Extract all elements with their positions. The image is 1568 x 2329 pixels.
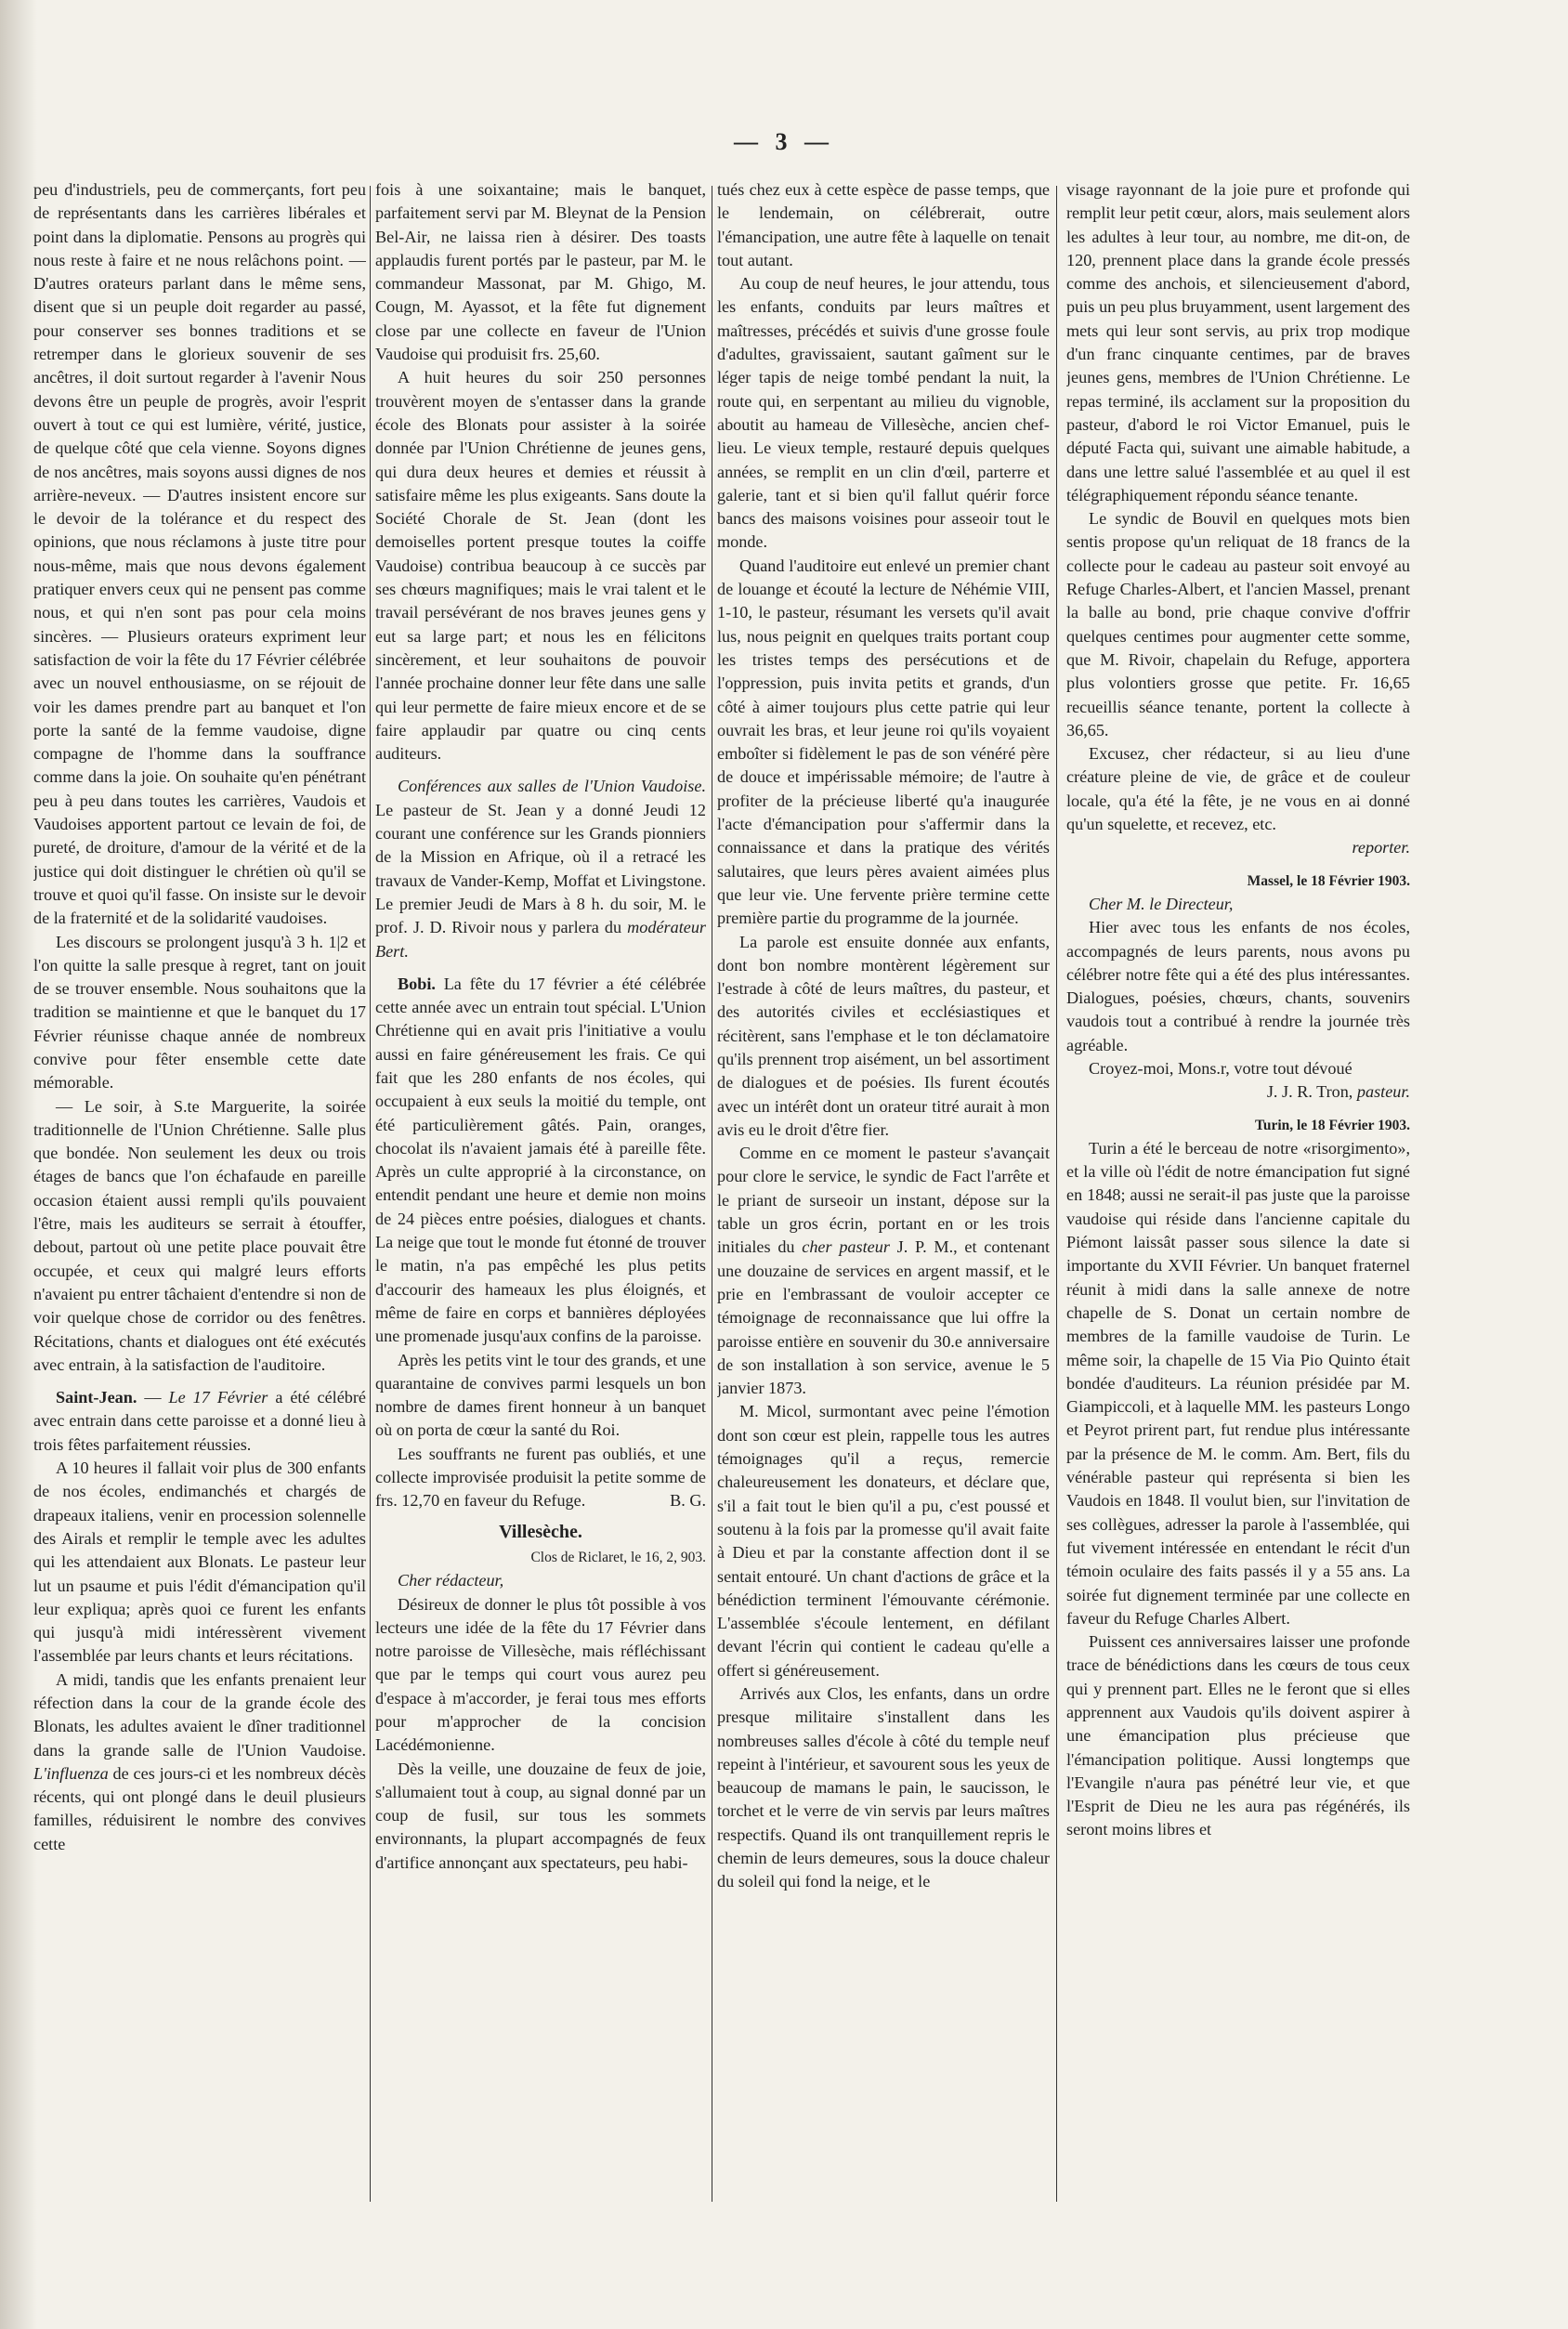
paragraph: Le syndic de Bouvil en quelques mots bien sentis propose qu'un reliquat de 18 francs de la collecte pour le cadeau au pasteur soit envoyé au Refuge Charles-Albert, et l'ancien Massel, prenant la balle au bond, prie chaque convive d'offrir quelques centimes pour augmenter cette somme, que M. Rivoir, chapelain du Refuge, apportera plus volontiers grosse que petite. Fr. 16,65 recueillis séance tenante, portent la collecte à 36,65. [1066,509,1410,739]
paragraph: fois à une soixantaine; mais le banquet, parfaitement servi par M. Bleynat de la Pension Bel-Air, ne laissa rien à désirer. Des toasts applaudis furent portés par le pasteur, par M. le commandeur Massonat, par M. Ghigo, M. Cougn, M. Ayassot, et la fête fut dignement close par une collecte en faveur de l'Union Vaudoise qui produisit frs. 25,60. [375,180,706,364]
paragraph: visage rayonnant de la joie pure et profonde qui remplit leur petit cœur, alors, mais seulement alors les adultes à leur tour, au nombre, me dit-on, de 120, prennent place dans la grande école pressés comme des anchois, et silencieusement d'abord, puis un peu plus bruyamment, usent largement des mets qui leur sont servis, au prix trop modique d'un franc cinquante centimes, par de braves jeunes gens, membres de l'Union Chrétienne. Le repas terminé, ils acclament sur la proposition du pasteur, d'abord le roi Victor Emanuel, puis le député Facta qui, suivant une aimable habitude, a dans une lettre salué l'assemblée et au quel il est télégraphiquement répondu séance tenante. [1066,180,1410,504]
paragraph: Quand l'auditoire eut enlevé un premier chant de louange et écouté la lecture de Néhémie VIII, 1-10, le pasteur, résumant les versets qu'il avait lus, nous peignit en quelques traits portant coup les tristes temps des persécutions et de l'oppression, puis invita petits et grands, d'un côté à aimer toujours plus cette patrie qui leur ouvrait les bras, et leur jeune roi qu'ils voyaient emboîter si fidèlement le pas de son vénéré père de douce et impérissable mémoire; de l'autre à profiter de la précieuse liberté qu'a inaugurée l'acte d'émancipation pour s'affermir dans la connaissance et dans la pratique des vérités salutaires, que leurs pères avaient aimées plus que leur vie. Une fervente prière termine cette première partie du programme de la journée. [717,556,1050,928]
paragraph: tués chez eux à cette espèce de passe temps, que le lendemain, on célébrerait, outre l'émancipation, une autre fête à laquelle on tenait tout autant. [717,180,1050,269]
paragraph: Les discours se prolongent jusqu'à 3 h. 1|2 et l'on quitte la salle presque à regret, tant on jouit de se trouver ensemble. Nous souhaitons que la tradition se maintienne et que le banquet du 17 Février réunisse chaque année de nombreux convive pour fêter ensemble cette date mémorable. [33,932,366,1093]
salutation: Cher M. le Directeur, [1089,894,1234,913]
bobi-paragraph: Bobi. La fête du 17 février a été célébrée cette année avec un entrain tout spécial. L'Union Chrétienne qui en avait pris l'initiative a voulu aussi en faire généreusement les frais. Ce qui fait que les 280 enfants de nos écoles, qui occupaient à eux seuls la moitié du temple, ont été particulièrement gâtés. Pain, oranges, chocolat ils n'avaient jamais été à pareille fête. Après un culte approprié à la circonstance, on entendit pendant une heure et demie non moins de 24 pièces entre poésies, dialogues et chants. La neige que tout le monde fut étonné de trouver le matin, n'a pas empêché les plus petits d'accourir des hameaux les plus éloignés, et même de faire en corps et bannières déployées une promenade jusqu'aux confins de la paroisse. [375,974,706,1346]
paragraph: A huit heures du soir 250 personnes trouvèrent moyen de s'entasser dans la grande école des Blonats pour assister à la soirée donnée par l'Union Chrétienne de jeunes gens, qui dura deux heures et demies et réussit à satisfaire même les plus exigeants. Sans doute la Société Chorale de St. Jean (dont les demoiselles portent presque toutes la coiffe Vaudoise) contribua beaucoup à ce succès par ses chœurs magnifiques; mais le vrai talent et le travail persévérant de nos braves jeunes gens y eut sa large part; et nous les en félicitons sincèrement, et leur souhaitons de pouvoir l'année prochaine donner leur fête dans une salle qui leur permette de faire mieux encore et de se faire applaudir par quatre ou cinq cents auditeurs. [375,368,706,764]
paragraph: Les souffrants ne furent pas oubliés, et une collecte improvisée produisit la petite somme de frs. 12,70 en faveur du Refuge. B. G. [375,1443,706,1513]
paragraph: Croyez-moi, Mons.r, votre tout dévoué [1089,1058,1352,1078]
page-edge-shadow [0,0,37,2329]
paragraph: A 10 heures il fallait voir plus de 300 enfants de nos écoles, endimanchés et chargés de drapeaux italiens, venir en procession solennelle des Airals et remplir le temple avec les adultes qui les attendaient aux Blonats. Le pasteur leur lut un psaume et puis l'édit d'émancipation qu'il leur expliqua; après quoi ce furent les enfants qui jusqu'à midi intéressèrent vivement l'assemblée par leurs chants et leurs récitations. [33,1459,366,1666]
signature: reporter. [1352,838,1410,857]
paragraph: Hier avec tous les enfants de nos écoles, accompagnés de leurs parents, nous avons pu célébrer notre fête qui a été des plus intéressantes. Dialogues, poésies, chœurs, chants, souvenirs vaudois tout a contribué à rendre la journée très agréable. [1066,918,1410,1054]
section-heading-villeseche: Villesèche. [499,1521,582,1542]
paragraph: peu d'industriels, peu de commerçants, fort peu de représentants dans les carrières libérales et point dans la diplomatie. Pensons au progrès qui nous reste à faire et ne nous relâchons point. — D'autres orateurs parlant dans le même sens, disent que si un peuple doit regarder au passé, pour conserver ses bonnes traditions et se retremper dans le glorieux souvenir de ses ancêtres, il doit surtout regarder à l'avenir Nous devons être un peuple de progrès, avoir l'esprit ouvert à tout ce qui est lumière, vérité, justice, de quelque côté que cela vienne. Soyons dignes de nos ancêtres, mais soyons aussi dignes de nos arrière-neveux. — D'autres insistent encore sur le devoir de la tolérance et du respect des opinions, que nous réclamons à juste titre pour nous-même, mais que nous devons également pratiquer envers ceux qui ne pensent pas comme nous, et qui n'en sont pas pour cela moins sincères. — Plusieurs orateurs expriment leur satisfaction de voir la fête du 17 Février célébrée avec un nouvel enthousiasme, on se réjouit de voir les dames prendre part au banquet et l'on porte la santé de la femme vaudoise, digne compagne de l'homme dans la souffrance comme dans la joie. On souhaite qu'en pénétrant peu à peu dans toutes les carrières, Vaudois et Vaudoises apportent partout ce levain de foi, de pureté, de droiture, d'amour de la vérité et de la justice qui doit distinguer le chrétien où qu'il se trouve et quoi qu'il fasse. On insiste sur le devoir de la fraternité et de la solidarité vaudoises. [33,180,366,928]
column-4 [1066,178,1410,2213]
paragraph: — Le soir, à S.te Marguerite, la soirée traditionnelle de l'Union Chrétienne. Salle plus que bondée. Non seulement les deux ou trois étages de bancs que l'on échafaude en pareille occasion étaient aussi rempli qu'ils pouvaient l'être, mais les auditeurs se serrait à étouffer, debout, partout où une petite place pouvait être occupée, et ceux qui malgré leurs efforts n'avaient pu entrer tâchaient d'entendre si non de voir quelque chose de corridor ou des fenêtres. Récitations, chants et dialogues ont été exécutés avec entrain, à la satisfaction de l'auditoire. [33,1096,366,1374]
paragraph: Conférences aux salles de l'Union Vaudoise. Le pasteur de St. Jean y a donné Jeudi 12 courant une conférence sur les Grands pionniers de la Mission en Afrique, où il a retracé les travaux de Vander-Kemp, Moffat et Livingstone. Le premier Jeudi de Mars à 8 h. du soir, M. le prof. J. D. Rivoir nous y parlera du modérateur Bert. [375,777,706,961]
saint-jean-paragraph: Saint-Jean. — Le 17 Février a été célébré avec entrain dans cette paroisse et a donné lieu à trois fêtes parfaitement réussies. [33,1388,366,1454]
column-3 [717,178,1050,2213]
dateline: Turin, le 18 Février 1903. [1254,1117,1410,1133]
section-heading-bobi: Bobi. [398,974,436,993]
dateline: Massel, le 18 Février 1903. [1247,872,1410,889]
column-2 [375,178,706,2213]
section-heading-saint-jean: Saint-Jean. [56,1388,137,1407]
paragraph: Turin a été le berceau de notre «risorgimento», et la ville où l'édit de notre émancipation fut signé en 1848; aussi ne serait-il pas juste que la paroisse vaudoise qui réside dans l'ancienne capitale du Piémont laissât passer sous silence la date si importante du XVII Février. Un banquet fraternel réunit à midi dans la salle annexe de notre chapelle de S. Donat un certain nombre de membres de la famille vaudoise de Turin. Le même soir, la chapelle de 15 Via Pio Quinto était bondée d'auditeurs. La réunion présidée par M. Giampiccoli, et à laquelle MM. les pasteurs Longo et Peyrot prirent part, fut rendue plus intéressante par la présence de M. le comm. Am. Bert, fils du vénérable pasteur qui représenta si bien les Vaudois en 1848. Il voulut bien, sur l'invitation de ses collègues, adresser la parole à l'assemblée, qui fut vivement intéressée en entendant le récit d'un témoin oculaire des faits passés il y a 55 ans. La soirée fut dignement terminée par une collecte en faveur du Refuge Charles Albert. [1066,1138,1410,1628]
dateline: Clos de Riclaret, le 16, 2, 903. [530,1549,706,1565]
column-rule [370,186,371,2202]
paragraph: Au coup de neuf heures, le jour attendu, tous les enfants, conduits par leurs maîtres et maîtresses, précédés et suivis d'une grosse foule d'adultes, gravissaient, sautant gaîment sur le léger tapis de neige tombé pendant la nuit, la route qui, en serpentant au milieu du vignoble, aboutit au hameau de Villesèche, ancien chef-lieu. Le vieux temple, restauré depuis quelques années, se remplit en un clin d'œil, parterre et galerie, tant et si bien qu'il fallut quérir force bancs des maisons voisines pour asseoir tout le monde. [717,274,1050,552]
salutation: Cher rédacteur, [398,1571,504,1590]
paragraph: Dès la veille, une douzaine de feux de joie, s'allumaient tout à coup, au signal donné par un coup de fusil, sur tous les sommets environnants, la plupart accompagnés de feux d'artifice annonçant aux spectateurs, peu habi- [375,1759,706,1872]
paragraph: A midi, tandis que les enfants prenaient leur réfection dans la cour de la grande école des Blonats, les adultes avaient le dîner traditionnel dans la grande salle de l'Union Vaudoise. L'influenza de ces jours-ci et les nombreux décès récents, qui ont plongé dans le deuil plusieurs familles, réduisirent le nombre des convives cette [33,1669,366,1853]
page-number: — 3 — [734,128,834,155]
column-rule [1056,186,1057,2202]
paragraph: Comme en ce moment le pasteur s'avançait pour clore le service, le syndic de Fact l'arrête et le priant de surseoir un instant, dépose sur la table un gros écrin, portant en or les trois initiales du cher pasteur J. P. M., et contenant une douzaine de services en argent massif, et le prie en l'embrassant de vouloir accepter ce témoignage de reconnaissance que lui offre la paroisse entière en souvenir du 30.e anniversaire de son installation à son service, avenue le 5 janvier 1873. [717,1144,1050,1398]
paragraph: Désireux de donner le plus tôt possible à vos lecteurs une idée de la fête du 17 Février dans notre paroisse de Villesèche, mais réfléchissant que par le temps qui court vous aurez peu d'espace à m'accorder, je ferai tous mes efforts pour m'approcher de la concision Lacédémonienne. [375,1594,706,1755]
signature: J. J. R. Tron, pasteur. [1266,1082,1410,1102]
paragraph: M. Micol, surmontant avec peine l'émotion dont son cœur est plein, rappelle tous les autres témoignages qu'il a reçus, remercie chaleureusement les donateurs, et déclare que, s'il a fait tout le bien qu'il a pu, c'est poussé et soutenu à la fois par la promesse qu'il avait faite à Dieu et par la constante affection dont il se sentait entouré. Un chant d'actions de grâce et la bénédiction terminent l'émouvante cérémonie. L'assemblée s'écoule lentement, en défilant devant l'écrin qui contient le cadeau qu'elle a offert si généreusement. [717,1402,1050,1680]
paragraph: Puissent ces anniversaires laisser une profonde trace de bénédictions dans les cœurs de tous ceux qui y prennent part. Elles ne le feront que si elles apprennent aux Vaudois qu'ils doivent aspirer à une émancipation plus précieuse que l'émancipation politique. Aussi longtemps que l'Evangile n'aura pas pénétré leur vie, et que l'Esprit de Dieu ne les aura pas régénérés, ils seront moins libres et [1066,1632,1410,1839]
paragraph: Excusez, cher rédacteur, si au lieu d'une créature pleine de vie, de grâce et de couleur locale, qu'a été la fête, je ne vous en ai donné qu'un squelette, et recevez, etc. [1066,744,1410,834]
paragraph: Arrivés aux Clos, les enfants, dans un ordre presque militaire s'installent dans les nombreuses salles d'école à côté du temple neuf repeint à l'intérieur, et savourent sous les yeux de beaucoup de mamans le pain, le saucisson, le torchet et le verre de vin servis par leurs maîtres respectifs. Quand ils ont tranquillement repris le chemin de leurs demeures, sous la douce chaleur du soleil qui fond la neige, et le [717,1684,1050,1891]
paragraph: Après les petits vint le tour des grands, et une quarantaine de convives parmi lesquels un bon nombre de dames firent honneur à un banquet où on porta de cœur la santé du Roi. [375,1350,706,1440]
column-1 [33,178,366,2213]
paragraph: La parole est ensuite donnée aux enfants, dont bon nombre montèrent légèrement sur l'estrade à côté de leurs maîtres, du pasteur, et des autorités civiles et ecclésiastiques et récitèrent, sans l'emphase et le ton déclamatoire qu'ils prennent trop aisément, un bel assortiment de dialogues et de poésies. Ils furent écoutés avec un intérêt dont un orateur titré aurait à mon avis eu le droit d'être fier. [717,932,1050,1139]
signature: B. G. [670,1491,706,1511]
